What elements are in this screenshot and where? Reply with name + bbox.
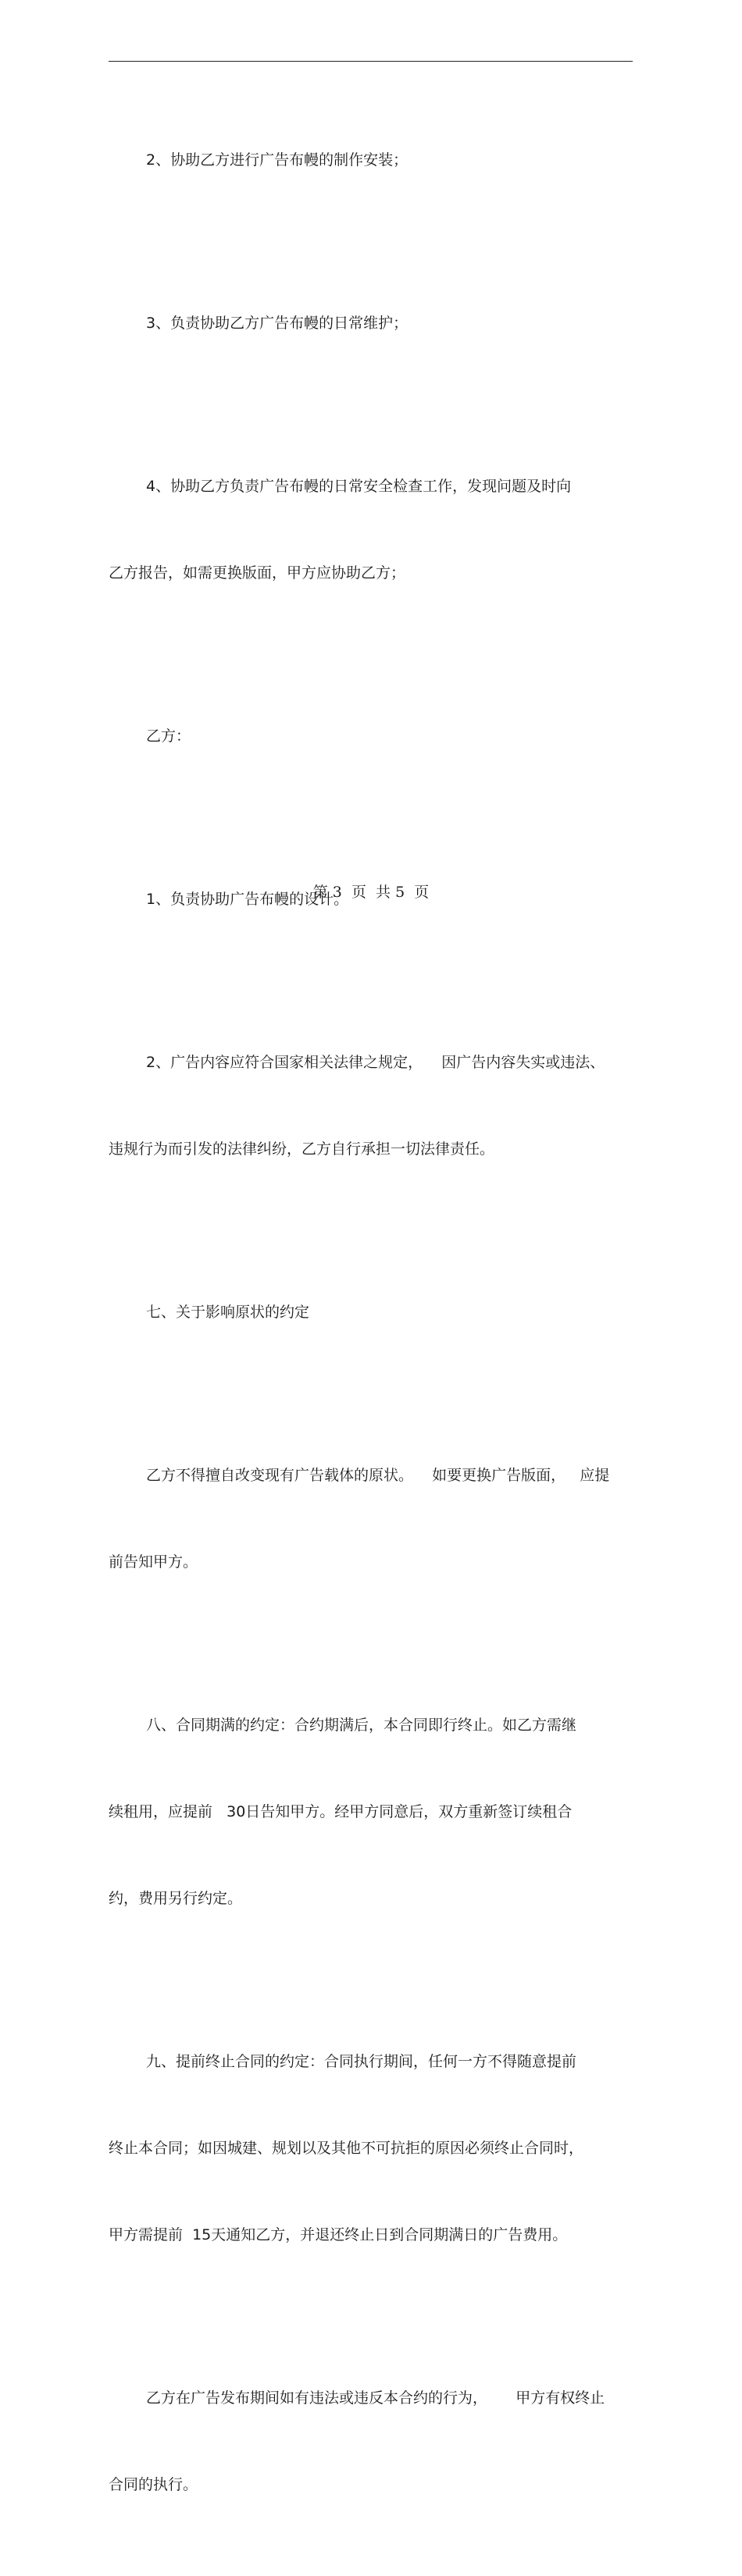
paragraph-line: 2、广告内容应符合国家相关法律之规定， 因广告内容失实或违法、 <box>146 1054 605 1071</box>
paragraph-line: 甲方需提前 15天通知乙方，并退还终止日到合同期满日的广告费用。 <box>109 2226 568 2243</box>
paragraph-line: 八、合同期满的约定：合约期满后，本合同即行终止。如乙方需继 <box>146 1717 577 1734</box>
paragraph-1 <box>109 88 640 233</box>
paragraph-line: 合同的执行。 <box>109 2476 198 2493</box>
paragraph-line: 乙方报告，如需更换版面，甲方应协助乙方； <box>109 564 406 582</box>
paragraph-11 <box>109 2326 640 2557</box>
paragraph-line: 约，费用另行约定。 <box>109 1890 243 1907</box>
paragraph-2 <box>109 251 640 396</box>
document-body <box>109 88 640 2576</box>
page-number: 第 3 页 共 5 页 <box>312 884 430 901</box>
paragraph-line: 1、负责协助广告布幔的设计。 <box>146 891 349 908</box>
paragraph-6 <box>109 991 640 1222</box>
paragraph-8 <box>109 1404 640 1635</box>
paragraph-line: 前告知甲方。 <box>109 1553 198 1571</box>
section-heading-party-b <box>109 664 640 809</box>
paragraph-line: 3、负责协助乙方广告布幔的日常维护； <box>146 315 408 332</box>
header-rule <box>109 61 633 62</box>
section-8-expiry <box>109 1653 640 1971</box>
paragraph-line: 乙方不得擅自改变现有广告载体的原状。 如要更换广告版面， 应提 <box>146 1467 610 1484</box>
paragraph-3 <box>109 415 640 646</box>
paragraph-line: 乙方在广告发布期间如有违法或违反本合约的行为， 甲方有权终止 <box>146 2389 605 2407</box>
paragraph-line: 违规行为而引发的法律纠纷，乙方自行承担一切法律责任。 <box>109 1140 495 1158</box>
section-heading-7 <box>109 1240 640 1385</box>
paragraph-line: 七、关于影响原状的约定 <box>146 1304 310 1321</box>
paragraph-line: 终止本合同；如因城建、规划以及其他不可抗拒的原因必须终止合同时， <box>109 2140 584 2157</box>
paragraph-line: 4、协助乙方负责广告布幔的日常安全检查工作，发现问题及时向 <box>146 478 572 495</box>
paragraph-line: 续租用，应提前 30日告知甲方。经甲方同意后，双方重新签订续租合 <box>109 1803 573 1820</box>
paragraph-line: 九、提前终止合同的约定：合同执行期间，任何一方不得随意提前 <box>146 2053 577 2070</box>
paragraph-line: 2、协助乙方进行广告布幔的制作安装； <box>146 151 408 169</box>
section-9-early-termination <box>109 1990 640 2307</box>
paragraph-line: 乙方： <box>146 728 191 745</box>
